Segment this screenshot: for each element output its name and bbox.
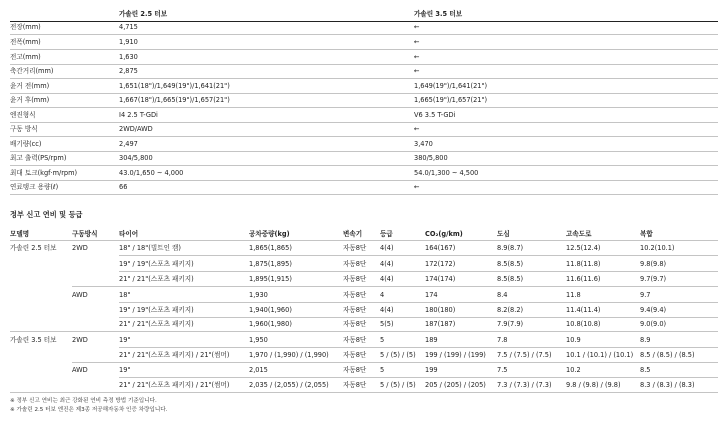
fuel-cell-comb: 8.5 / (8.5) / (8.5) [640,351,695,359]
fuel-cell-grade: 5 [380,336,385,344]
spec-value-25: I4 2.5 T-GDi [119,111,158,119]
spec-value-35: ← [414,125,420,133]
spec-label: 전폭(mm) [10,38,41,46]
fuel-row-rule [10,392,718,393]
footnote-1: ※ 정부 신고 연비는 최근 강화된 연비 측정 방법 기준입니다. [10,398,157,404]
fuel-cell-weight: 1,865(1,865) [249,244,292,252]
fuel-row-rule [119,271,718,272]
fuel-cell-city: 7.9(7.9) [497,320,524,328]
footnote-2: ※ 가솔린 2.5 터보 엔진은 제3종 저공해자동차 인증 차량입니다. [10,407,168,413]
fuel-cell-weight: 1,895(1,915) [249,275,292,283]
fuel-header-rule [10,240,718,241]
fuel-cell-comb: 9.4(9.4) [640,306,667,314]
fuel-cell-tire: 19" / 19"(스포츠 패키지) [119,306,194,314]
fuel-cell-trans: 자동8단 [343,336,367,344]
fuel-cell-city: 8.9(8.7) [497,244,524,252]
fuel-cell-hwy: 11.8(11.8) [566,260,601,268]
fuel-cell-trans: 자동8단 [343,351,367,359]
spec-value-35: ← [414,183,420,191]
fuel-cell-grade: 4 [380,291,385,299]
spec-row-rule [10,122,718,123]
spec-value-25: 304/5,800 [119,154,153,162]
fuel-cell-tire: 18" [119,291,131,299]
spec-header-25: 가솔린 2.5 터보 [119,10,168,18]
spec-value-25: 1,651(18")/1,649(19")/1,641(21") [119,82,230,90]
fuel-header-trans: 변속기 [343,230,363,238]
spec-label: 전고(mm) [10,53,41,61]
fuel-cell-model: 가솔린 3.5 터보 [10,336,57,344]
spec-row-rule [10,151,718,152]
fuel-cell-co2: 174 [425,291,438,299]
spec-value-25: 2,497 [119,140,138,148]
fuel-cell-tire: 19" / 19"(스포츠 패키지) [119,260,194,268]
fuel-cell-weight: 1,875(1,895) [249,260,292,268]
fuel-row-rule [10,331,718,332]
fuel-cell-tire: 18" / 18"(빌트인 캠) [119,244,181,252]
fuel-cell-comb: 9.0(9.0) [640,320,667,328]
fuel-cell-tire: 21" / 21"(스포츠 패키지) / 21"(썸머) [119,351,230,359]
fuel-cell-co2: 199 [425,366,438,374]
fuel-cell-grade: 4(4) [380,306,394,314]
fuel-header-city: 도심 [497,230,510,238]
fuel-cell-city: 7.8 [497,336,508,344]
fuel-cell-trans: 자동8단 [343,275,367,283]
spec-row-rule [10,64,718,65]
fuel-cell-comb: 8.9 [640,336,651,344]
spec-label: 최고 출력(PS/rpm) [10,154,67,162]
fuel-cell-city: 8.4 [497,291,508,299]
fuel-cell-trans: 자동8단 [343,320,367,328]
fuel-cell-hwy: 10.9 [566,336,581,344]
fuel-row-rule [119,302,718,303]
fuel-cell-city: 7.5 [497,366,508,374]
fuel-cell-hwy: 10.8(10.8) [566,320,601,328]
fuel-cell-weight: 2,035 / (2,055) / (2,055) [249,381,329,389]
fuel-cell-weight: 1,930 [249,291,268,299]
spec-value-35: V6 3.5 T-GDi [414,111,456,119]
fuel-cell-weight: 1,970 / (1,990) / (1,990) [249,351,329,359]
fuel-cell-co2: 187(187) [425,320,456,328]
fuel-cell-hwy: 11.6(11.6) [566,275,601,283]
fuel-cell-trans: 자동8단 [343,244,367,252]
spec-value-35: 3,470 [414,140,433,148]
fuel-cell-tire: 19" [119,366,131,374]
spec-label: 엔진형식 [10,111,36,119]
fuel-cell-co2: 205 / (205) / (205) [425,381,486,389]
fuel-header-co2: CO₂(g/km) [425,230,463,238]
spec-value-35: 1,665(19")/1,657(21") [414,96,488,104]
spec-row-rule [10,180,718,181]
fuel-header-hwy: 고속도로 [566,230,592,238]
fuel-row-rule [72,362,718,363]
fuel-section-title: 정부 신고 연비 및 등급 [10,210,83,219]
spec-value-35: 54.0/1,300 ~ 4,500 [414,169,479,177]
fuel-cell-city: 8.5(8.5) [497,275,524,283]
fuel-cell-grade: 5 / (5) / (5) [380,381,416,389]
spec-value-35: ← [414,23,420,31]
fuel-cell-comb: 9.8(9.8) [640,260,667,268]
fuel-header-drive: 구동방식 [72,230,98,238]
fuel-cell-trans: 자동8단 [343,260,367,268]
fuel-cell-city: 7.3 / (7.3) / (7.3) [497,381,552,389]
fuel-cell-hwy: 11.8 [566,291,581,299]
fuel-cell-trans: 자동8단 [343,291,367,299]
spec-label: 윤거 전(mm) [10,82,50,90]
fuel-cell-grade: 5(5) [380,320,394,328]
fuel-cell-trans: 자동8단 [343,306,367,314]
fuel-cell-city: 8.5(8.5) [497,260,524,268]
fuel-cell-drive: 2WD [72,244,88,252]
fuel-cell-drive: AWD [72,366,88,374]
spec-value-25: 1,667(18")/1,665(19")/1,657(21") [119,96,230,104]
spec-value-35: ← [414,53,420,61]
fuel-header-comb: 복합 [640,230,653,238]
fuel-cell-hwy: 12.5(12.4) [566,244,601,252]
fuel-row-rule [119,377,718,378]
fuel-cell-co2: 172(172) [425,260,456,268]
spec-value-25: 2,875 [119,67,138,75]
spec-label: 연료탱크 용량(ℓ) [10,183,59,191]
spec-row-rule [10,194,718,195]
fuel-cell-co2: 180(180) [425,306,456,314]
spec-row-rule [10,34,718,35]
fuel-header-grade: 등급 [380,230,393,238]
fuel-cell-weight: 1,940(1,960) [249,306,292,314]
spec-value-35: ← [414,67,420,75]
fuel-header-weight: 공차중량(kg) [249,230,290,238]
fuel-cell-comb: 10.2(10.1) [640,244,675,252]
fuel-cell-drive: AWD [72,291,88,299]
fuel-cell-trans: 자동8단 [343,366,367,374]
fuel-row-rule [119,347,718,348]
fuel-cell-comb: 8.5 [640,366,651,374]
fuel-cell-grade: 5 / (5) / (5) [380,351,416,359]
fuel-cell-co2: 164(167) [425,244,456,252]
spec-label: 최대 토크(kgf·m/rpm) [10,169,78,177]
fuel-cell-trans: 자동8단 [343,381,367,389]
spec-value-25: 4,715 [119,23,138,31]
spec-row-rule [10,49,718,50]
spec-row-rule [10,107,718,108]
fuel-cell-grade: 4(4) [380,260,394,268]
fuel-cell-grade: 4(4) [380,275,394,283]
fuel-cell-grade: 4(4) [380,244,394,252]
fuel-cell-comb: 9.7(9.7) [640,275,667,283]
spec-row-rule [10,165,718,166]
spec-label: 축간거리(mm) [10,67,54,75]
fuel-cell-tire: 21" / 21"(스포츠 패키지) [119,275,194,283]
spec-value-25: 43.0/1,650 ~ 4,000 [119,169,184,177]
fuel-cell-hwy: 10.2 [566,366,581,374]
spec-label: 배기량(cc) [10,140,42,148]
spec-value-35: 1,649(19")/1,641(21") [414,82,488,90]
fuel-cell-hwy: 9.8 / (9.8) / (9.8) [566,381,621,389]
fuel-cell-grade: 5 [380,366,385,374]
fuel-cell-tire: 21" / 21"(스포츠 패키지) / 21"(썸머) [119,381,230,389]
spec-header-35: 가솔린 3.5 터보 [414,10,463,18]
fuel-cell-weight: 1,960(1,980) [249,320,292,328]
spec-header-rule [10,21,718,22]
fuel-cell-hwy: 10.1 / (10.1) / (10.1) [566,351,634,359]
fuel-header-model: 모델명 [10,230,30,238]
fuel-cell-city: 7.5 / (7.5) / (7.5) [497,351,552,359]
fuel-cell-tire: 19" [119,336,131,344]
spec-value-35: ← [414,38,420,46]
spec-label: 구동 방식 [10,125,38,133]
fuel-cell-city: 8.2(8.2) [497,306,524,314]
spec-value-25: 1,910 [119,38,138,46]
fuel-cell-hwy: 11.4(11.4) [566,306,601,314]
spec-value-35: 380/5,800 [414,154,448,162]
fuel-row-rule [72,286,718,287]
fuel-cell-model: 가솔린 2.5 터보 [10,244,57,252]
spec-row-rule [10,78,718,79]
fuel-cell-drive: 2WD [72,336,88,344]
spec-row-rule [10,93,718,94]
spec-value-25: 1,630 [119,53,138,61]
fuel-cell-co2: 174(174) [425,275,456,283]
spec-value-25: 66 [119,183,128,191]
fuel-row-rule [119,317,718,318]
spec-row-rule [10,136,718,137]
fuel-cell-comb: 9.7 [640,291,651,299]
fuel-cell-weight: 1,950 [249,336,268,344]
fuel-cell-co2: 189 [425,336,438,344]
fuel-row-rule [119,255,718,256]
fuel-cell-weight: 2,015 [249,366,268,374]
fuel-cell-comb: 8.3 / (8.3) / (8.3) [640,381,695,389]
fuel-cell-tire: 21" / 21"(스포츠 패키지) [119,320,194,328]
fuel-header-tire: 타이어 [119,230,139,238]
spec-label: 전장(mm) [10,23,41,31]
spec-value-25: 2WD/AWD [119,125,153,133]
spec-label: 윤거 후(mm) [10,96,50,104]
fuel-cell-co2: 199 / (199) / (199) [425,351,486,359]
